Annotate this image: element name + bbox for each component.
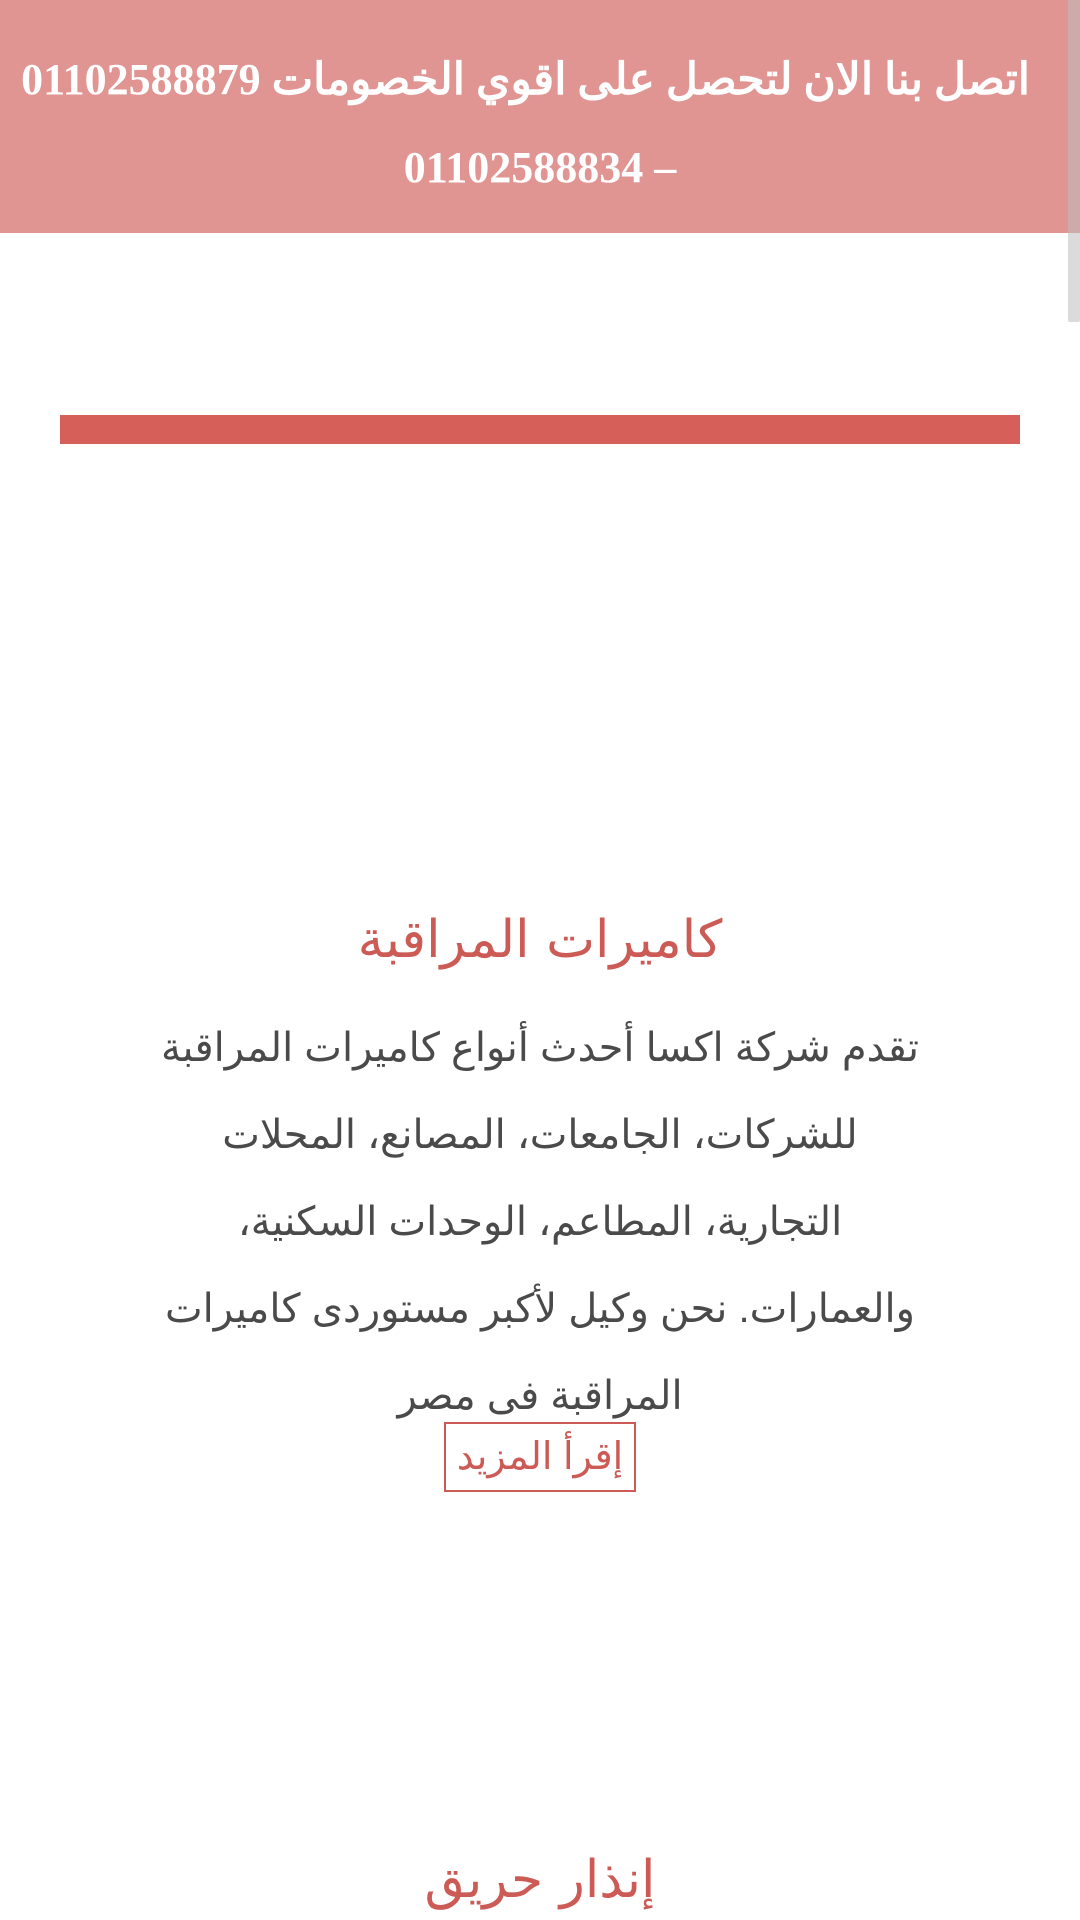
- contact-banner: [0, 0, 1080, 233]
- contact-banner-line-2: – 01102588834: [403, 143, 677, 192]
- fire-alarm-section-title: إنذار حريق: [424, 1850, 656, 1910]
- accent-divider-bar: [60, 415, 1020, 444]
- cameras-section-description: تقدم شركة اكسا أحدث أنواع كاميرات المراقبة للشركات، الجامعات، المصانع، المحلات التجارية، المطاعم، الوحدات السكنية، والعمارات. نحن وكيل لأكبر مستوردى كاميرات المراقبة فى مصر: [160, 1026, 920, 1418]
- contact-banner-line-1: اتصل بنا الان لتحصل على اقوي الخصومات 01102588879: [21, 55, 1030, 104]
- read-more-button[interactable]: إقرأ المزيد: [444, 1422, 636, 1492]
- cameras-section-title: كاميرات المراقبة: [357, 910, 723, 970]
- scrollbar-thumb[interactable]: [1068, 0, 1080, 322]
